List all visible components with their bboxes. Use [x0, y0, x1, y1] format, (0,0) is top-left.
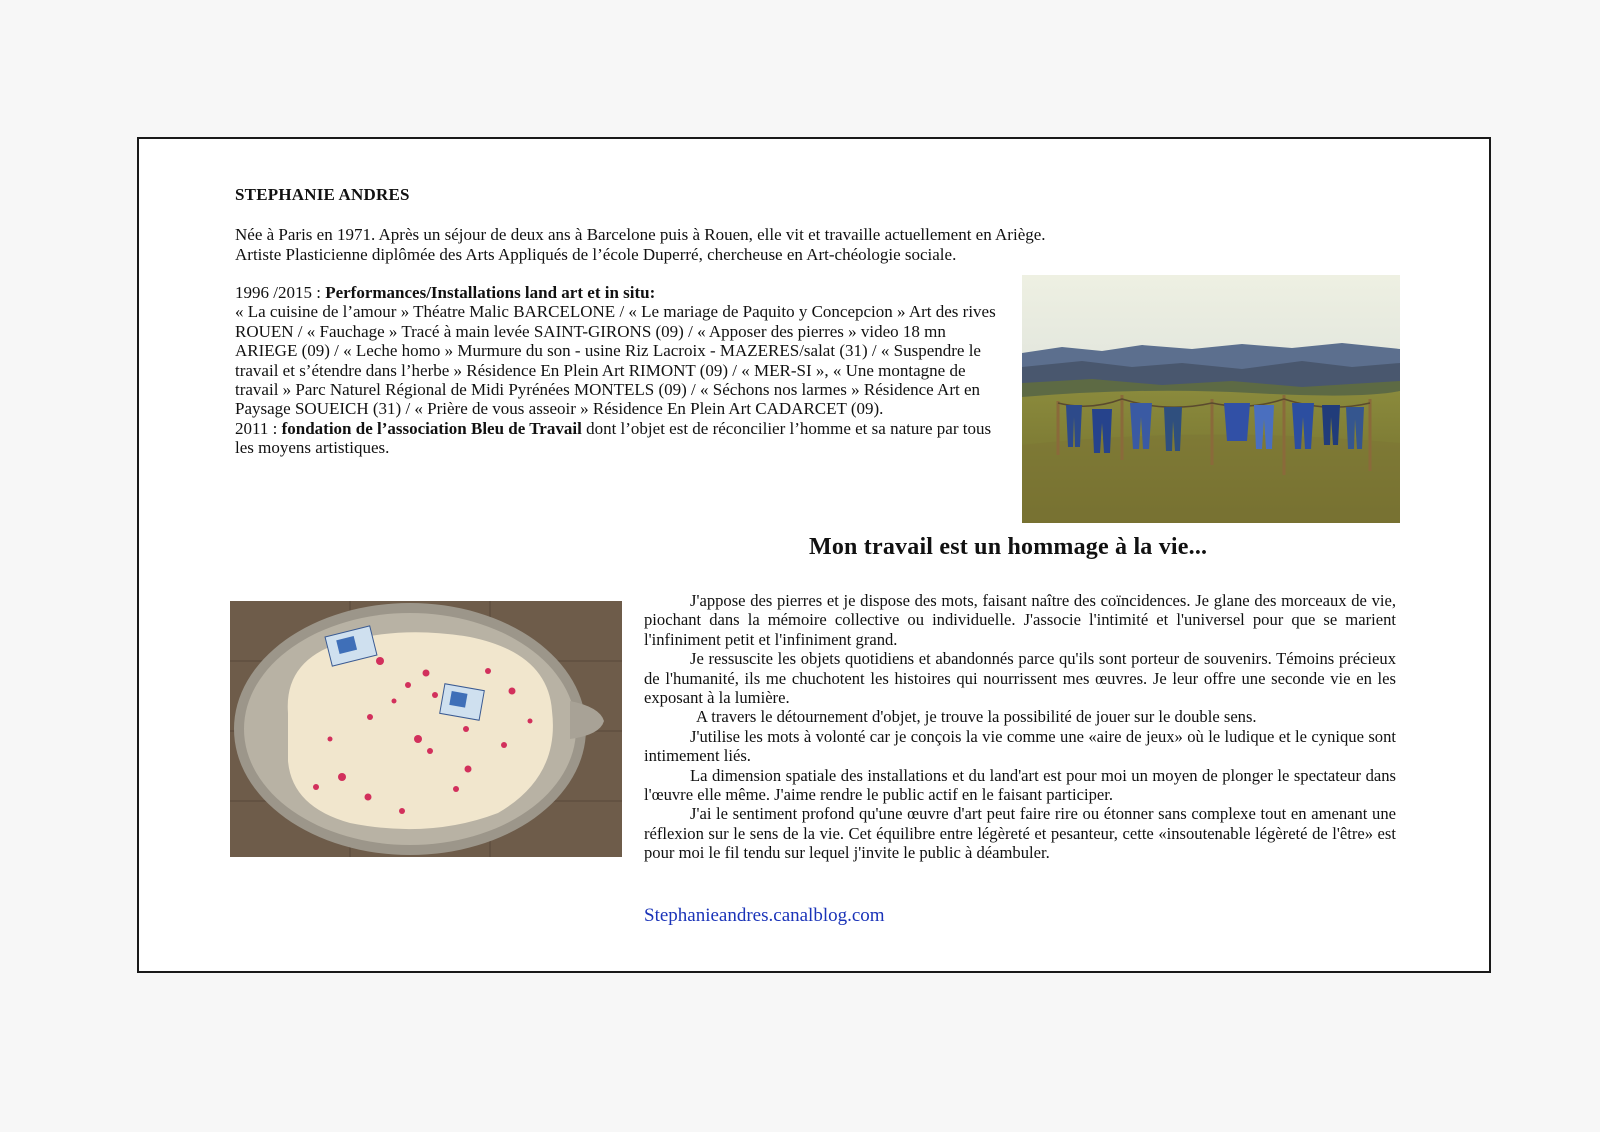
photo-jeans-clothesline — [1022, 275, 1400, 523]
statement-paragraph: J'utilise les mots à volonté car je conçois la vie comme une «aire de jeux» où le ludique et le cynique sont intimement liés. — [644, 726, 1396, 766]
foundation-year: 2011 : — [235, 418, 282, 438]
performances-section — [235, 283, 1010, 458]
document-sheet — [137, 137, 1491, 973]
statement-paragraph: J'ai le sentiment profond qu'une œuvre d'art peut faire rire ou étonner sans complexe tout en amenant une réflexion sur le sens de la vie. Cet équilibre entre légèreté et pesanteur, cette «insoutenable légèreté de l'être» est pour moi le fil tendu sur lequel j'invite le public à déambuler. — [644, 804, 1396, 863]
statement-paragraph: A travers le détournement d'objet, je trouve la possibilité de jouer sur le double sens. — [696, 707, 1257, 727]
performances-heading-line — [235, 283, 1010, 302]
statement-paragraph: J'appose des pierres et je dispose des mots, faisant naître des coïncidences. Je glane des morceaux de vie, piochant dans la mémoire collective ou individuelle. J'associe l'intimité et l'universel pour que se marient l'infiniment petit et l'infiniment grand. — [644, 591, 1396, 649]
foundation-purpose: dont l’objet est de réconcilier l’homme et sa nature par tous les moyens artistiques. — [235, 418, 992, 458]
performances-years: 1996 /2015 : — [235, 283, 326, 302]
artist-name: STEPHANIE ANDRES — [235, 185, 410, 204]
statement-paragraph: La dimension spatiale des installations et du land'art est pour moi un moyen de plonger le spectateur dans l'œuvre elle même. J'aime rendre le public actif en le faisant participer. — [644, 765, 1396, 805]
performances-list: « La cuisine de l’amour » Théatre Malic BARCELONE / « Le mariage de Paquito y Concepcion » Art des rives ROUEN / « Fauchage » Tracé à main levée SAINT-GIRONS (09) / « Apposer des pierres » video 18 mn ARIEGE (09) / « Leche homo » Murmure du son - usine Riz Lacroix - MAZERES/salat (31) / « Suspendre le travail et s’étendre dans l’herbe » Résidence En Plein Art RIMONT (09) / « MER-SI », « Une montagne de travail » Parc Naturel Régional de Midi Pyrénées MONTELS (09) / « Séchons nos larmes » Résidence Art en Paysage SOUEICH (31) / « Prière de vous asseoir » Résidence En Plein Art CADARCET (09). — [235, 302, 996, 419]
performances-heading: Performances/Installations land art et in situ: — [325, 283, 656, 302]
bio-line: Artiste Plasticienne diplômée des Arts Appliqués de l’école Duperré, chercheuse en Art-chéologie sociale. — [235, 245, 957, 264]
artist-statement — [644, 591, 1396, 863]
tagline-heading: Mon travail est un hommage à la vie... — [809, 534, 1208, 560]
bio-line: Née à Paris en 1971. Après un séjour de deux ans à Barcelone puis à Rouen, elle vit et travaille actuellement en Ariège. — [235, 225, 1046, 244]
statement-paragraph: Je ressuscite les objets quotidiens et abandonnés parce qu'ils sont porteur de souvenirs. Témoins précieux de l'humanité, ils me chuchotent les histoires qui nourrissent mes œuvres. Je leur offre une seconde vie en les exposant à la lumière. — [644, 649, 1396, 708]
foundation-name: fondation de l’association Bleu de Travail — [281, 418, 582, 438]
biography — [235, 225, 1195, 265]
foundation-line — [235, 419, 1010, 458]
photo-milk-basin — [230, 601, 622, 857]
website-link[interactable]: Stephanieandres.canalblog.com — [644, 905, 885, 926]
